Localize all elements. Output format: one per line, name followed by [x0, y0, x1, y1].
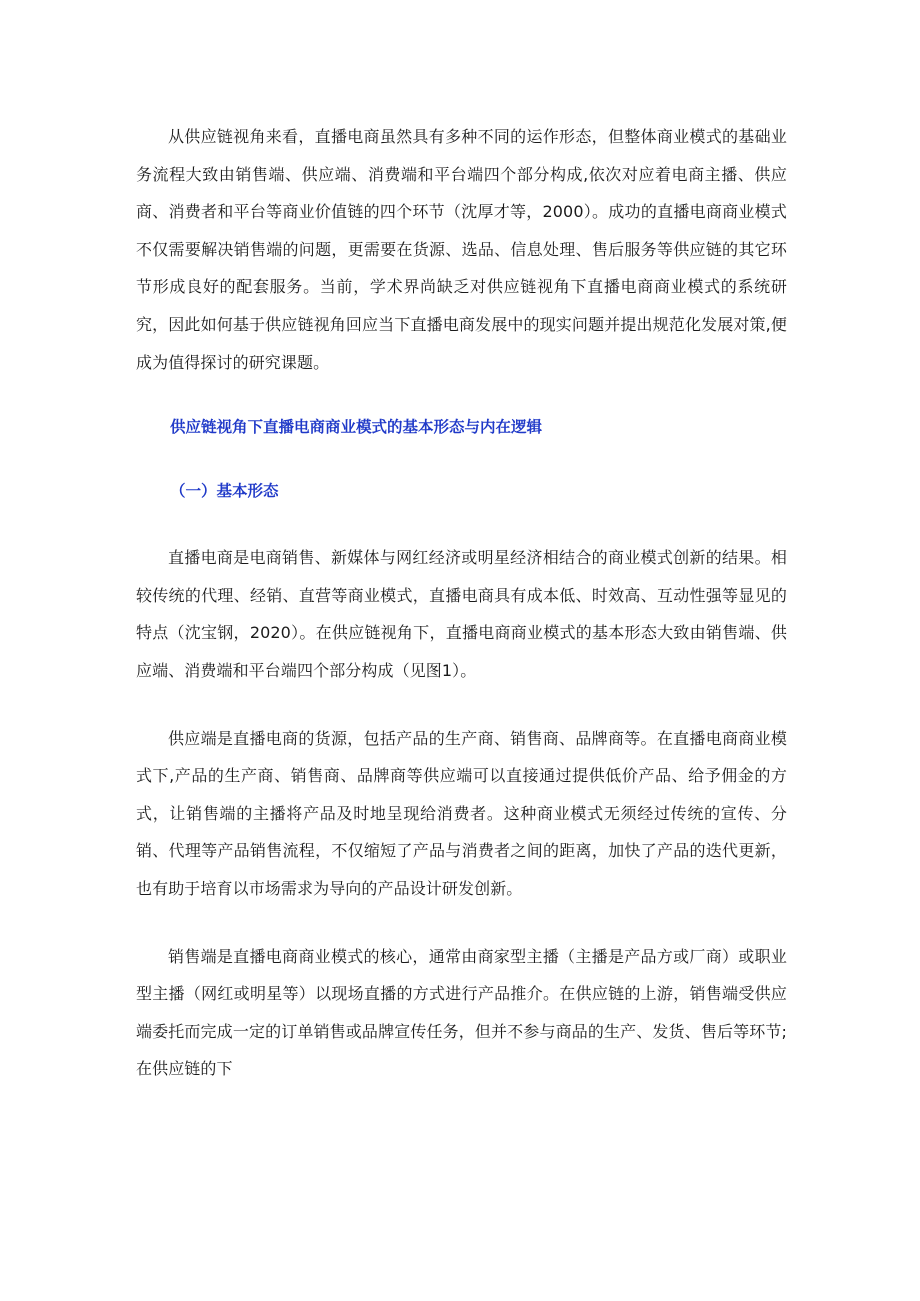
subsection-heading: （一）基本形态: [170, 482, 279, 501]
document-body: [136, 118, 787, 1088]
paragraph-intro: 从供应链视角来看，直播电商虽然具有多种不同的运作形态，但整体商业模式的基础业务流程大致由销售端、供应端、消费端和平台端四个部分构成,依次对应着电商主播、供应商、消费者和平台等商业价值链的四个环节（沈厚才等，2000）。成功的直播电商商业模式不仅需要解决销售端的问题，更需要在货源、选品、信息处理、售后服务等供应链的其它环节形成良好的配套服务。当前，学术界尚缺乏对供应链视角下直播电商商业模式的系统研究，因此如何基于供应链视角回应当下直播电商发展中的现实问题并提出规范化发展对策,便成为值得探讨的研究课题。: [136, 127, 787, 372]
paragraph-basic-form: 直播电商是电商销售、新媒体与网红经济或明星经济相结合的商业模式创新的结果。相较传统的代理、经销、直营等商业模式，直播电商具有成本低、时效高、互动性强等显见的特点（沈宝钢，2020）。在供应链视角下，直播电商商业模式的基本形态大致由销售端、供应端、消费端和平台端四个部分构成（见图1）。: [136, 548, 787, 680]
section-heading: 供应链视角下直播电商商业模式的基本形态与内在逻辑: [170, 418, 543, 437]
paragraph-supply-side: 供应端是直播电商的货源，包括产品的生产商、销售商、品牌商等。在直播电商商业模式下,产品的生产商、销售商、品牌商等供应端可以直接通过提供低价产品、给予佣金的方式，让销售端的主播将产品及时地呈现给消费者。这种商业模式无须经过传统的宣传、分销、代理等产品销售流程，不仅缩短了产品与消费者之间的距离，加快了产品的迭代更新，也有助于培育以市场需求为导向的产品设计研发创新。: [136, 728, 787, 898]
paragraph-sales-side: 销售端是直播电商商业模式的核心，通常由商家型主播（主播是产品方或厂商）或职业型主播（网红或明星等）以现场直播的方式进行产品推介。在供应链的上游，销售端受供应端委托而完成一定的订单销售或品牌宣传任务，但并不参与商品的生产、发货、售后等环节;在供应链的下: [136, 946, 787, 1079]
